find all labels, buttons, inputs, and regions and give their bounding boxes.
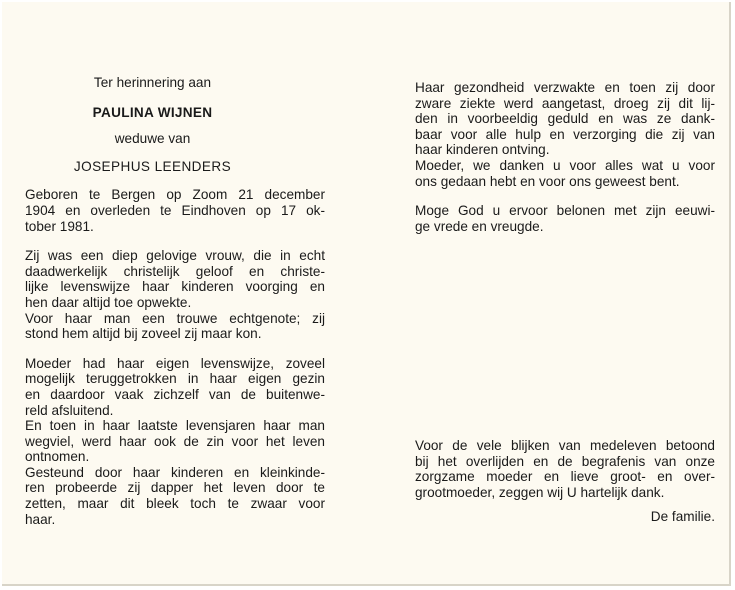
paragraph-gratitude	[415, 158, 715, 189]
left-column	[25, 75, 325, 527]
text-line: Gesteund door haar kinderen en kleinkinde-	[25, 464, 325, 480]
text-line: Zij was een diep gelovige vrouw, die in echt	[25, 248, 325, 264]
text-line: haar.	[25, 511, 56, 527]
text-line: tober 1981.	[25, 218, 94, 234]
text-line: ren probeerde zij dapper het leven door te	[25, 480, 325, 496]
husband-name: JOSEPHUS LEENDERS	[73, 158, 232, 174]
text-line: bij het overlijden en de begrafenis van onze	[415, 453, 715, 469]
text-line: mogelijk teruggetrokken in haar eigen gezin	[25, 371, 325, 387]
text-line: Moeder had haar eigen levenswijze, zoveel	[25, 355, 325, 371]
paragraph-lifestyle	[25, 356, 325, 418]
memory-line: Ter herinnering aan	[93, 75, 212, 90]
text-line: Voor haar man een trouwe echtgenote; zij	[25, 310, 325, 326]
text-line: En toen in haar laatste levensjaren haar man	[25, 418, 325, 434]
deceased-name: PAULINA WIJNEN	[92, 104, 213, 120]
signature: De familie.	[650, 509, 715, 525]
text-line: haar kinderen ontving.	[415, 142, 550, 158]
text-line: ge vrede en vreugde.	[415, 218, 544, 234]
text-line: grootmoeder, zeggen wij U hartelijk dank.	[415, 484, 665, 500]
text-line: zware ziekte werd aangetast, droeg zij dit lij-	[415, 95, 715, 111]
text-line: daadwerkelijk christelijk geloof en christe-	[25, 263, 325, 279]
paragraph-birth	[25, 187, 325, 234]
text-line: Geboren te Bergen op Zoom 21 december	[25, 187, 325, 203]
right-column	[415, 80, 715, 234]
paragraph-thanks	[415, 438, 715, 500]
text-line: ons gedaan hebt en voor ons geweest bent.	[415, 173, 680, 189]
text-line: zetten, maar dit bleek toch te zwaar voor	[25, 496, 325, 512]
text-line: 1904 en overleden te Eindhoven op 17 ok-	[25, 202, 325, 218]
text-line: reld afsluitend.	[25, 402, 114, 418]
text-line: wegviel, werd haar ook de zin voor het leven	[25, 433, 325, 449]
text-line: Moge God u ervoor belonen met zijn eeuwi-	[415, 203, 715, 219]
text-line: lijke levenswijze haar kinderen voorging en	[25, 279, 325, 295]
text-line: baar voor alle hulp en verzorging die zij van	[415, 126, 715, 142]
thanks-section	[415, 438, 715, 525]
text-line: zorgzame moeder en lieve groot- en over-	[415, 469, 715, 485]
widow-of-line: weduwe van	[114, 131, 191, 147]
text-line: en daardoor vaak zichzelf van de buitenwe-	[25, 386, 325, 402]
text-line: ontnomen.	[25, 449, 90, 465]
text-line: Moeder, we danken u voor alles wat u voor	[415, 157, 715, 173]
text-line: hen daar altijd toe opwekte.	[25, 294, 192, 310]
paragraph-loss	[25, 418, 325, 465]
text-line: Haar gezondheid verzwakte en toen zij door	[415, 80, 715, 95]
paragraph-health	[415, 80, 715, 158]
memorial-header	[25, 75, 280, 174]
text-line: stond hem altijd bij zoveel zij maar kon.	[25, 326, 262, 342]
paragraph-spouse	[25, 311, 325, 342]
paragraph-prayer	[415, 203, 715, 234]
text-line: Voor de vele blijken van medeleven betoond	[415, 438, 715, 453]
text-line: den in voorbeeldig geduld en was ze dank-	[415, 111, 715, 127]
memorial-card	[2, 2, 731, 586]
paragraph-support	[25, 465, 325, 527]
paragraph-faith	[25, 248, 325, 310]
